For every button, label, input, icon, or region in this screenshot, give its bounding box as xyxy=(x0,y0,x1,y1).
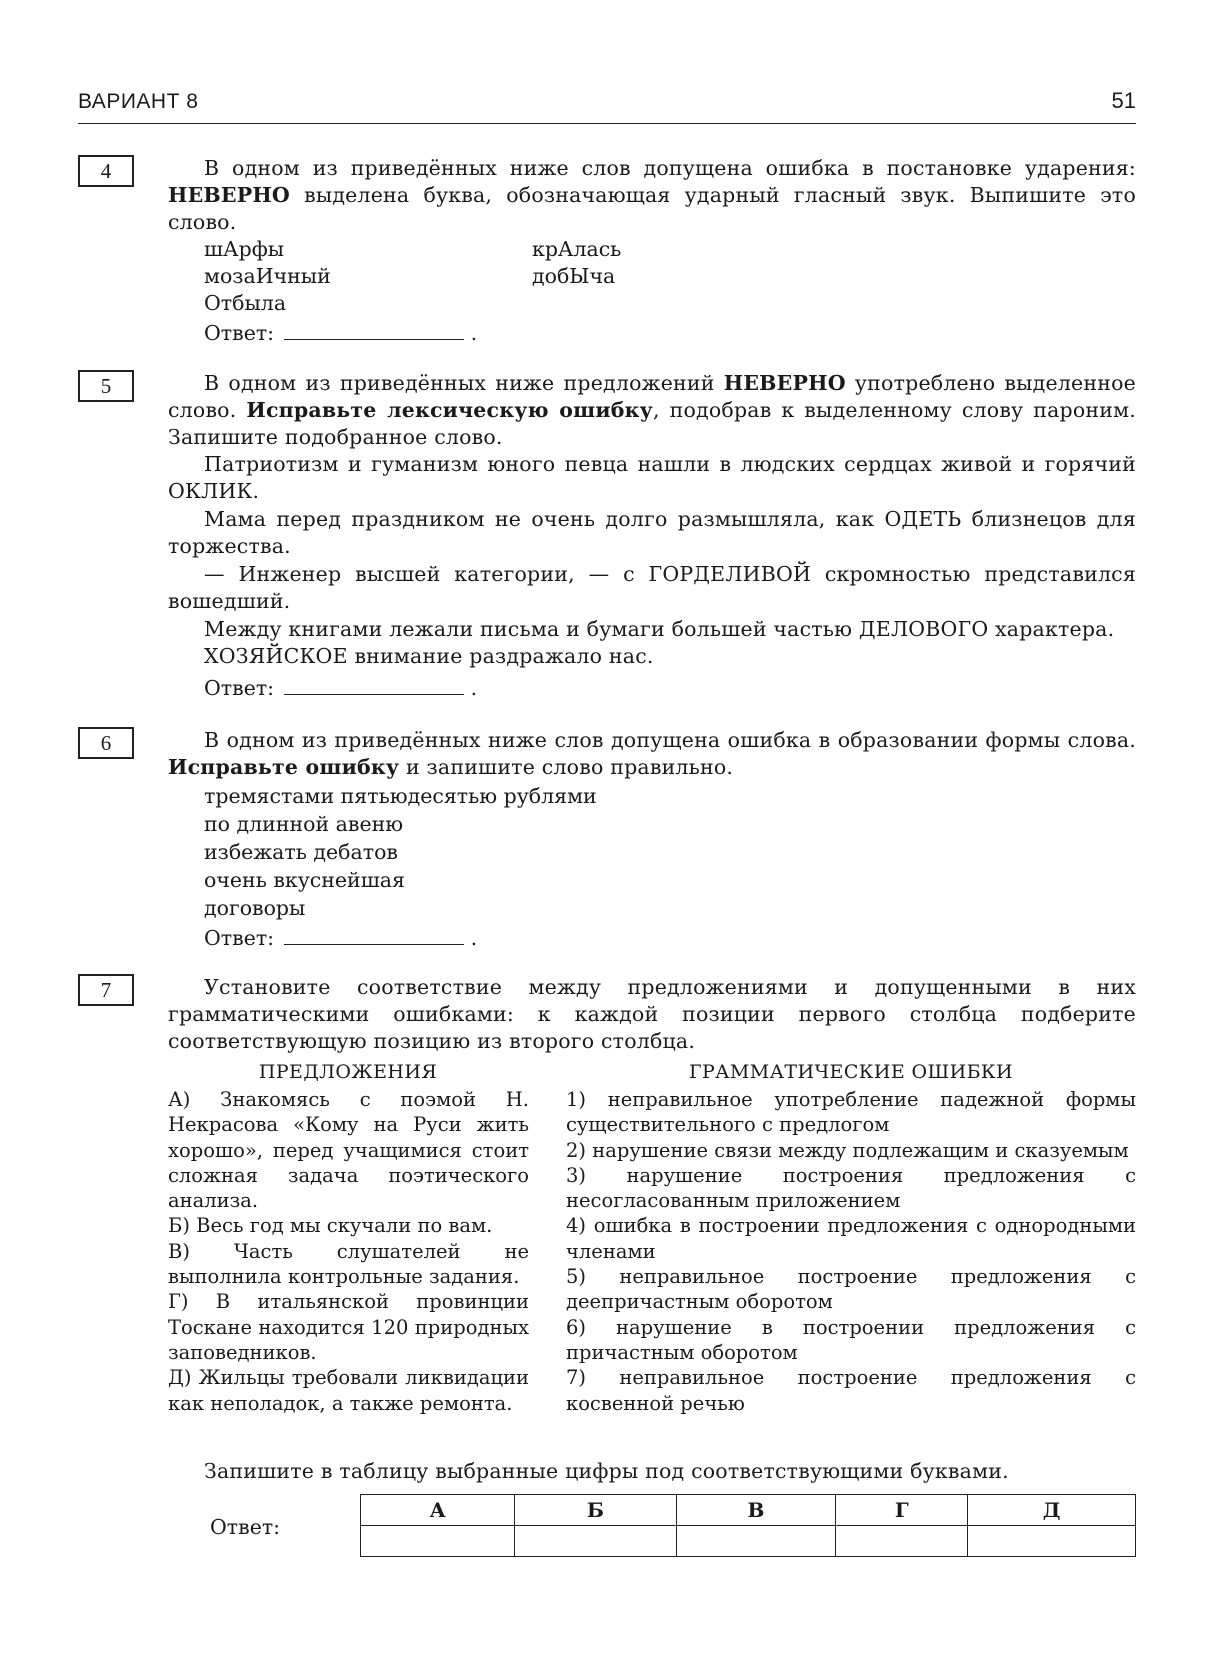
answer-cell-a[interactable] xyxy=(361,1526,515,1557)
header-divider xyxy=(78,123,1136,124)
sentences-column xyxy=(168,1087,529,1416)
error-7: 7) неправильное построение предложения с косвенной речью xyxy=(566,1366,1136,1415)
q5-sentence-5: ХОЗЯЙСКОЕ внимание раздражало нас. xyxy=(204,644,654,668)
q6-option-5: договоры xyxy=(204,896,306,920)
q4-answer: Ответ: . xyxy=(204,321,478,345)
q4-option-5: добЫча xyxy=(532,264,616,288)
answer-col-b: Б xyxy=(515,1495,676,1526)
q5-answer-line[interactable] xyxy=(284,676,464,695)
q4-option-4: крАлась xyxy=(532,237,622,261)
error-6: 6) нарушение в построении предложения с причастным оборотом xyxy=(566,1315,1136,1364)
answer-table xyxy=(360,1494,1136,1557)
q4-answer-line[interactable] xyxy=(284,321,464,340)
q5-sentence-4: Между книгами лежали письма и бумаги большей частью ДЕЛОВОГО характера. xyxy=(204,617,1115,641)
page-number: 51 xyxy=(1111,88,1136,113)
answer-col-a: А xyxy=(361,1495,515,1526)
q6-option-2: по длинной авеню xyxy=(204,812,404,836)
answer-col-g: Г xyxy=(836,1495,968,1526)
q5-sentence-2: Мама перед праздником не очень долго размышляла, как ОДЕТЬ близнецов для торжества. xyxy=(168,507,1136,558)
answer-cell-b[interactable] xyxy=(515,1526,676,1557)
q4-option-2: мозаИчный xyxy=(204,264,331,288)
sentence-g: Г) В итальянской провинции Тоскане находится 120 природных заповедников. xyxy=(168,1290,529,1364)
sentence-v: В) Часть слушателей не выполнила контрольные задания. xyxy=(168,1239,529,1289)
q4-option-3: Отбыла xyxy=(204,291,287,315)
table-instruction: Запишите в таблицу выбранные цифры под соответствующими буквами. xyxy=(204,1459,1009,1483)
q6-answer: Ответ: . xyxy=(204,926,478,950)
error-2: 2) нарушение связи между подлежащим и сказуемым xyxy=(566,1138,1129,1162)
question-5-text: В одном из приведённых ниже предложений НЕВЕРНО употреблено выделенное слово. Исправьте лексическую ошибку, подобрав к выделенному слову пароним. Запишите подобранное слово. xyxy=(168,371,1136,449)
sentence-d: Д) Жильцы требовали ликвидации как неполадок, а также ремонта. xyxy=(168,1366,529,1415)
answer-cell-g[interactable] xyxy=(836,1526,968,1557)
sentences-header: ПРЕДЛОЖЕНИЯ xyxy=(258,1061,438,1083)
question-4-text: В одном из приведённых ниже слов допущена ошибка в постановке ударения: НЕВЕРНО выделена буква, обозначающая ударный гласный звук. Выпишите это слово. xyxy=(168,156,1136,234)
errors-header: ГРАММАТИЧЕСКИЕ ОШИБКИ xyxy=(688,1061,1014,1083)
answer-cell-v[interactable] xyxy=(676,1526,836,1557)
answer-col-d: Д xyxy=(968,1495,1136,1526)
error-4: 4) ошибка в построении предложения с однородными членами xyxy=(566,1214,1136,1263)
question-number-6: 6 xyxy=(78,727,134,759)
answer-col-v: В xyxy=(676,1495,836,1526)
question-6-text: В одном из приведённых ниже слов допущена ошибка в образовании формы слова. Исправьте ошибку и запишите слово правильно. xyxy=(168,728,1136,779)
q6-option-3: избежать дебатов xyxy=(204,840,398,864)
q5-sentence-1: Патриотизм и гуманизм юного певца нашли в людских сердцах живой и горячий ОКЛИК. xyxy=(168,452,1136,503)
answer-cell-d[interactable] xyxy=(968,1526,1136,1557)
question-number-7: 7 xyxy=(78,974,134,1006)
q6-option-1: тремястами пятьюдесятью рублями xyxy=(204,784,597,808)
error-1: 1) неправильное употребление падежной формы существительного с предлогом xyxy=(566,1088,1136,1137)
answer-table-input-row xyxy=(361,1526,1136,1557)
question-number-5: 5 xyxy=(78,370,134,402)
variant-title: ВАРИАНТ 8 xyxy=(78,90,199,113)
page-header xyxy=(78,86,1136,116)
q6-answer-line[interactable] xyxy=(284,926,464,945)
errors-column xyxy=(566,1087,1136,1416)
error-3: 3) нарушение построения предложения с несогласованным приложением xyxy=(566,1163,1136,1213)
q6-option-4: очень вкуснейшая xyxy=(204,868,405,892)
sentence-a: А) Знакомясь с поэмой Н. Некрасова «Кому на Руси жить хорошо», перед учащимися стоит сложная задача поэтического анализа. xyxy=(168,1088,529,1213)
question-7-text: Установите соответствие между предложениями и допущенными в них грамматическими ошибками: к каждой позиции первого столбца подберите соответствующую позицию из второго столбца. xyxy=(168,975,1136,1053)
question-number-4: 4 xyxy=(78,155,134,187)
q5-sentence-3: — Инженер высшей категории, — с ГОРДЕЛИВОЙ скромностью представился вошедший. xyxy=(168,562,1136,613)
q5-answer: Ответ: . xyxy=(204,676,478,700)
answer-table-header-row xyxy=(361,1495,1136,1526)
q4-option-1: шАрфы xyxy=(204,237,285,261)
q7-answer-label: Ответ: xyxy=(210,1515,281,1539)
sentence-b: Б) Весь год мы скучали по вам. xyxy=(168,1214,493,1238)
error-5: 5) неправильное построение предложения с деепричастным оборотом xyxy=(566,1265,1136,1314)
